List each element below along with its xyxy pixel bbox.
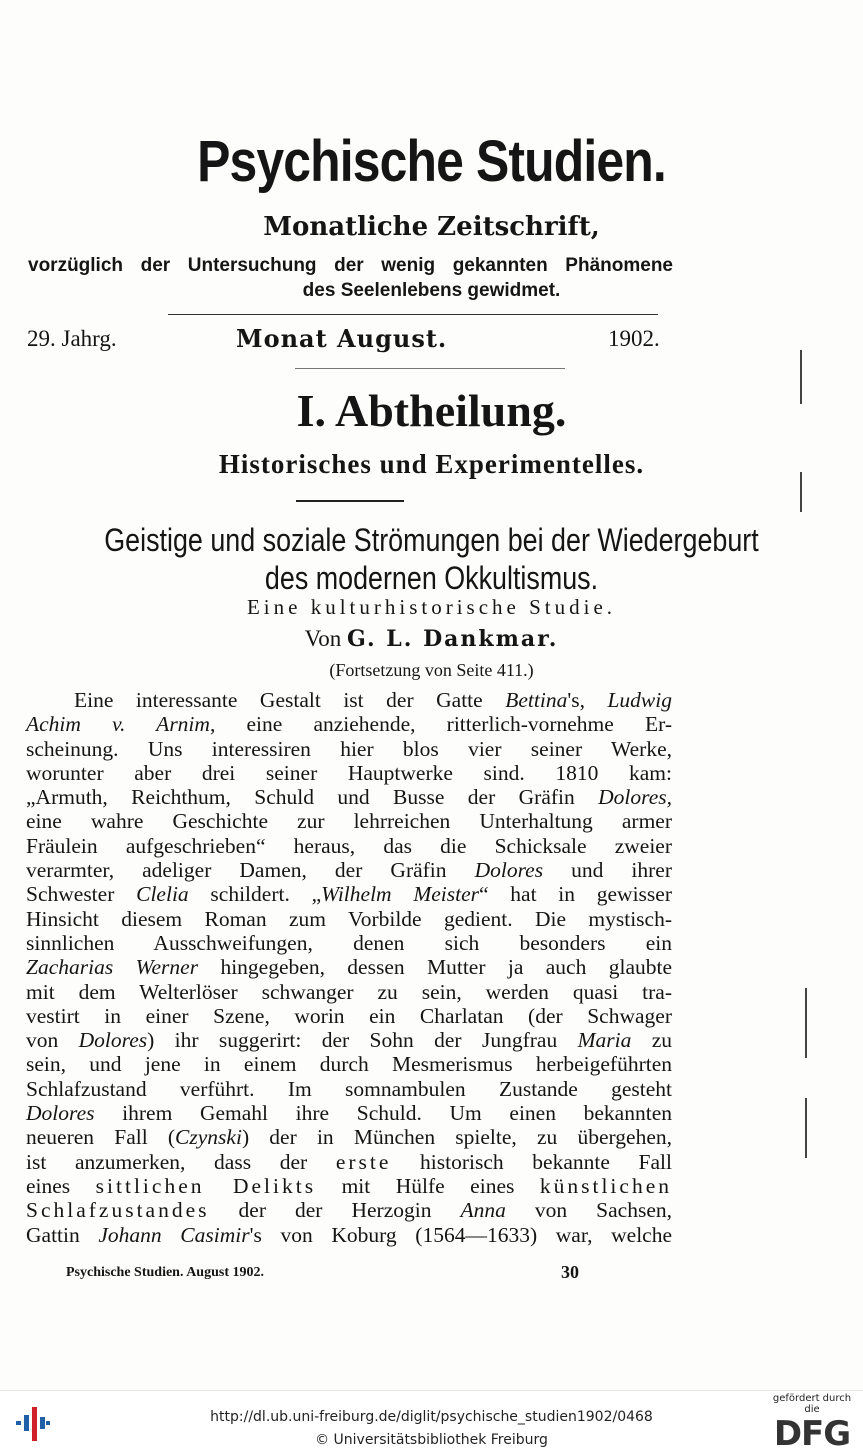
text-run: scheinung. Uns interessiren hier blos vier seiner Werke, xyxy=(26,736,672,761)
purpose-word: der xyxy=(140,255,171,276)
section-rule xyxy=(296,500,404,502)
byline-prefix: Von xyxy=(304,626,342,651)
journal-title: Psychische Studien. xyxy=(197,129,666,194)
spaced-emphasis: erste xyxy=(335,1149,392,1174)
issue-year: 1902. xyxy=(608,326,660,351)
text-run: schildert. „ xyxy=(188,882,322,907)
journal-purpose-line-2: des Seelenlebens gewidmet. xyxy=(302,280,561,301)
article-author: G. L. Dankmar. xyxy=(346,626,559,652)
body-line xyxy=(26,1150,672,1174)
dfg-funding-badge xyxy=(769,1393,855,1453)
body-line xyxy=(26,1052,672,1076)
italic-name: Maria xyxy=(577,1028,632,1053)
spaced-emphasis: künstlichen xyxy=(539,1173,672,1198)
dfg-logo: DFG xyxy=(773,1414,851,1454)
italic-name: Dolores xyxy=(78,1028,148,1053)
issue-month: Monat August. xyxy=(236,324,448,353)
purpose-word: wenig xyxy=(381,255,436,276)
italic-name: Zacharias Werner xyxy=(26,955,199,980)
text-run: Schwester xyxy=(26,882,137,907)
text-run: neueren Fall ( xyxy=(26,1125,176,1150)
purpose-word: gekannten xyxy=(452,255,548,276)
text-run: “ hat in gewisser xyxy=(479,882,672,907)
italic-name: Dolores, xyxy=(598,785,672,810)
italic-name: Clelia xyxy=(136,882,189,907)
text-run: 's von Koburg (1564—1633) war, welche xyxy=(249,1222,672,1247)
viewer-footer-bar xyxy=(0,1390,863,1455)
purpose-word: der xyxy=(334,255,364,276)
running-footer: Psychische Studien. August 1902. xyxy=(66,1265,264,1280)
body-line xyxy=(26,858,672,882)
text-run: Fräulein aufgeschrieben“ heraus, das die Schicksale zweier xyxy=(26,833,672,858)
text-run: Gattin xyxy=(26,1222,99,1247)
body-line xyxy=(26,737,672,761)
body-line xyxy=(26,1028,672,1052)
text-run: historisch bekannte Fall xyxy=(391,1149,672,1174)
text-run: vestirt in einer Szene, worin ein Charlatan (der Schwager xyxy=(26,1003,672,1028)
italic-name: Bettina xyxy=(505,688,568,712)
header-rule xyxy=(168,314,658,315)
body-line xyxy=(26,1077,672,1101)
text-run: der der Herzogin xyxy=(209,1198,461,1223)
text-run: mit Hülfe eines xyxy=(316,1173,540,1198)
scan-edge-mark xyxy=(800,472,802,512)
body-line xyxy=(26,1004,672,1028)
text-run: verarmter, adeliger Damen, der Gräfin xyxy=(26,858,475,883)
dfg-caption: gefördert durch die xyxy=(772,1393,852,1415)
text-run: Eine interessante Gestalt ist der Gatte xyxy=(74,688,506,712)
text-run: worunter aber drei seiner Hauptwerke sind. 1810 kam: xyxy=(26,760,672,785)
text-run: sinnlichen Ausschweifungen, denen sich besonders ein xyxy=(26,930,672,955)
issue-rule xyxy=(295,368,565,369)
text-run: zu xyxy=(631,1028,673,1053)
italic-name: Johann Casimir xyxy=(98,1222,250,1247)
article-title-line-1: Geistige und soziale Strömungen bei der Wiedergeburt xyxy=(104,522,759,558)
body-line xyxy=(26,834,672,858)
italic-name: Dolores xyxy=(26,1101,95,1126)
section-subtitle: Historisches und Experimentelles. xyxy=(218,449,645,479)
text-run: und ihrer xyxy=(543,858,672,883)
purpose-word: vorzüglich xyxy=(28,255,124,276)
body-line xyxy=(26,931,672,955)
italic-name: Ludwig xyxy=(607,688,672,712)
article-body xyxy=(26,688,672,1247)
text-run: ihrem Gemahl ihre Schuld. Um einen bekannten xyxy=(94,1101,672,1126)
body-line xyxy=(26,882,672,906)
text-run: eine wahre Geschichte zur lehrreichen Unterhaltung armer xyxy=(26,809,672,834)
text-run: sein, und jene in einem durch Mesmerismus herbeigeführten xyxy=(26,1052,672,1077)
journal-purpose-line-1 xyxy=(28,255,673,277)
text-run: ) der in München spielte, zu übergehen, xyxy=(241,1125,672,1150)
body-line xyxy=(26,688,672,712)
italic-name: Czynski xyxy=(175,1125,242,1150)
text-run: „Armuth, Reichthum, Schuld und Busse der Gräfin xyxy=(26,785,599,810)
article-kind: Eine kulturhistorische Studie. xyxy=(246,595,617,619)
body-line xyxy=(26,785,672,809)
signature-mark: 30 xyxy=(561,1262,579,1282)
purpose-word: Untersuchung xyxy=(187,255,317,276)
scan-edge-mark xyxy=(800,350,802,404)
text-run: hingegeben, dessen Mutter ja auch glaubte xyxy=(198,955,672,980)
scan-edge-mark xyxy=(805,1098,807,1158)
journal-subtitle: Monatliche Zeitschrift, xyxy=(263,212,600,242)
body-line xyxy=(26,1223,672,1247)
spaced-emphasis: Schlafzustandes xyxy=(26,1198,210,1223)
text-run: , eine anziehende, ritterlich-vornehme Er- xyxy=(209,712,673,737)
copyright-notice: © Universitätsbibliothek Freiburg xyxy=(315,1432,548,1448)
body-line xyxy=(26,955,672,979)
italic-name: Achim v. Arnim xyxy=(26,712,210,737)
body-line xyxy=(26,980,672,1004)
purpose-word: Phänomene xyxy=(565,255,673,276)
spaced-emphasis: sittlichen Delikts xyxy=(95,1173,317,1198)
text-run: von xyxy=(26,1028,79,1053)
body-line xyxy=(26,761,672,785)
volume-label: 29. Jahrg. xyxy=(27,326,117,351)
section-title: I. Abtheilung. xyxy=(296,385,567,436)
continuation-note: (Fortsetzung von Seite 411.) xyxy=(329,660,534,680)
text-run: ) ihr suggerirt: der Sohn der Jungfrau xyxy=(147,1028,578,1053)
document-url[interactable]: http://dl.ub.uni-freiburg.de/diglit/psychische_studien1902/0468 xyxy=(210,1409,653,1425)
body-line xyxy=(26,1198,672,1222)
scan-edge-mark xyxy=(805,988,807,1058)
body-line xyxy=(26,1125,672,1149)
italic-name: Wilhelm Meister xyxy=(321,882,479,907)
body-line xyxy=(26,907,672,931)
text-run: mit dem Welterlöser schwanger zu sein, werden quasi tra- xyxy=(26,979,672,1004)
italic-name: Dolores xyxy=(474,858,544,883)
body-line xyxy=(26,1101,672,1125)
body-line xyxy=(26,712,672,736)
text-run: Schlafzustand verführt. Im somnambulen Zustande gesteht xyxy=(26,1076,672,1101)
body-line xyxy=(26,809,672,833)
article-byline xyxy=(0,626,863,652)
text-run: von Sachsen, xyxy=(505,1198,673,1223)
body-line xyxy=(26,1174,672,1198)
text-run: Hinsicht diesem Roman zum Vorbilde gedient. Die mystisch- xyxy=(26,906,672,931)
article-title-line-2: des modernen Okkultismus. xyxy=(264,560,599,596)
text-run: ist anzumerken, dass der xyxy=(26,1149,336,1174)
italic-name: Anna xyxy=(460,1198,506,1223)
text-run: 's, xyxy=(567,688,608,712)
text-run: eines xyxy=(26,1173,96,1198)
